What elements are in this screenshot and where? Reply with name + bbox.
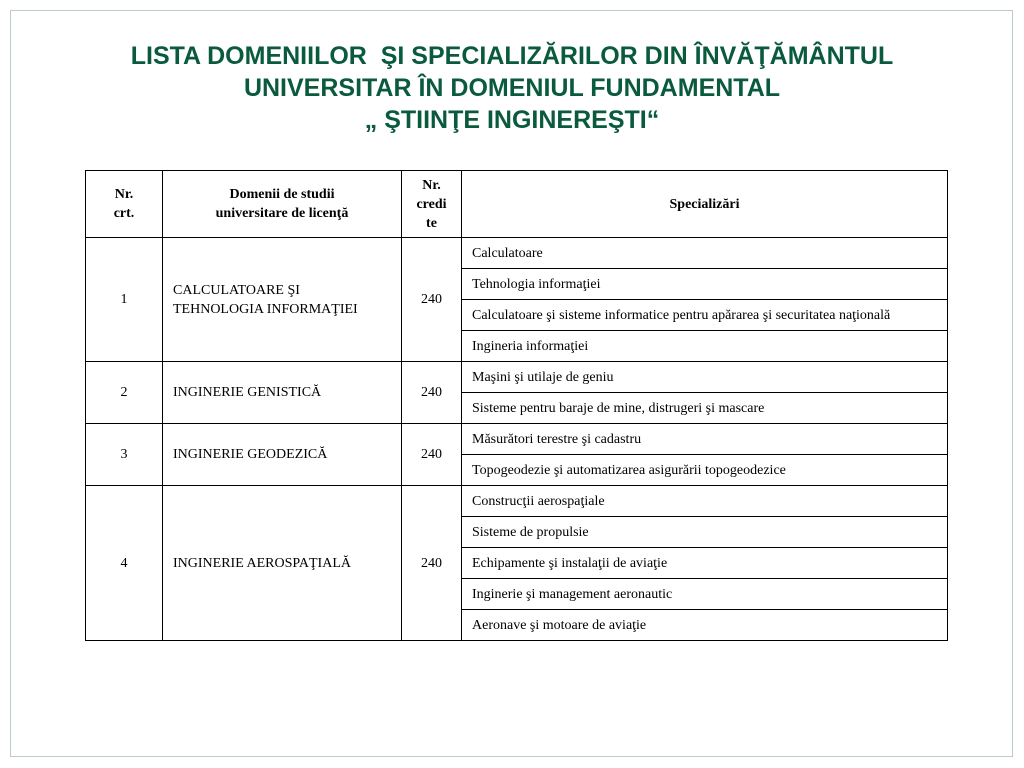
header-nr-crt xyxy=(86,171,163,238)
table-row xyxy=(86,238,948,269)
specialization-cell: Inginerie şi management aeronautic xyxy=(462,579,948,610)
group-1-nr: 1 xyxy=(86,238,163,362)
domains-table xyxy=(85,170,948,641)
header-nr-line-1: Nr. xyxy=(114,187,134,202)
group-1-credits: 240 xyxy=(402,238,462,362)
specialization-cell: Calculatoare şi sisteme informatice pentru apărarea şi securitatea naţională xyxy=(462,300,948,331)
specialization-cell: Tehnologia informaţiei xyxy=(462,269,948,300)
table-row xyxy=(86,362,948,393)
title-line-1: LISTA DOMENIILOR ŞI SPECIALIZĂRILOR DIN ÎNVĂŢĂMÂNTUL xyxy=(130,42,894,70)
header-credits-line-3: te xyxy=(426,215,437,231)
specialization-cell: Construcţii aerospaţiale xyxy=(462,486,948,517)
group-3-nr: 3 xyxy=(86,424,163,486)
specialization-cell: Ingineria informaţiei xyxy=(462,331,948,362)
group-4-credits: 240 xyxy=(402,486,462,641)
header-domain-line-1: Domenii de studii xyxy=(229,187,335,202)
specialization-cell: Măsurători terestre şi cadastru xyxy=(462,424,948,455)
table-header-row xyxy=(86,171,948,238)
group-3-credits: 240 xyxy=(402,424,462,486)
table-row xyxy=(86,424,948,455)
group-3-domain: INGINERIE GEODEZICĂ xyxy=(163,424,402,486)
group-1-domain: CALCULATOARE ŞI TEHNOLOGIA INFORMAŢIEI xyxy=(163,238,402,362)
header-nr-line-2: crt. xyxy=(113,206,135,221)
group-4-domain: INGINERIE AEROSPAŢIALĂ xyxy=(163,486,402,641)
header-credits xyxy=(402,171,462,238)
group-2-nr: 2 xyxy=(86,362,163,424)
header-domain-line-2: universitare de licenţă xyxy=(215,206,349,221)
title-line-2: UNIVERSITAR ÎN DOMENIUL FUNDAMENTAL xyxy=(243,74,781,102)
specialization-cell: Topogeodezie şi automatizarea asigurării topogeodezice xyxy=(462,455,948,486)
group-2-domain: INGINERIE GENISTICĂ xyxy=(163,362,402,424)
specialization-cell: Calculatoare xyxy=(462,238,948,269)
specialization-cell: Maşini şi utilaje de geniu xyxy=(462,362,948,393)
specialization-cell: Sisteme pentru baraje de mine, distrugeri şi mascare xyxy=(462,393,948,424)
header-credits-line-1: Nr. xyxy=(422,177,441,193)
header-credits-line-2: credi xyxy=(416,196,447,212)
group-2-credits: 240 xyxy=(402,362,462,424)
group-4-nr: 4 xyxy=(86,486,163,641)
specialization-cell: Aeronave şi motoare de aviaţie xyxy=(462,610,948,641)
page-title xyxy=(0,40,1024,136)
table-row xyxy=(86,486,948,517)
header-specializations: Specializări xyxy=(462,171,948,238)
specialization-cell: Echipamente şi instalaţii de aviaţie xyxy=(462,548,948,579)
header-domain xyxy=(163,171,402,238)
title-line-3: „ ŞTIINŢE INGINEREŞTI“ xyxy=(364,106,660,134)
specialization-cell: Sisteme de propulsie xyxy=(462,517,948,548)
